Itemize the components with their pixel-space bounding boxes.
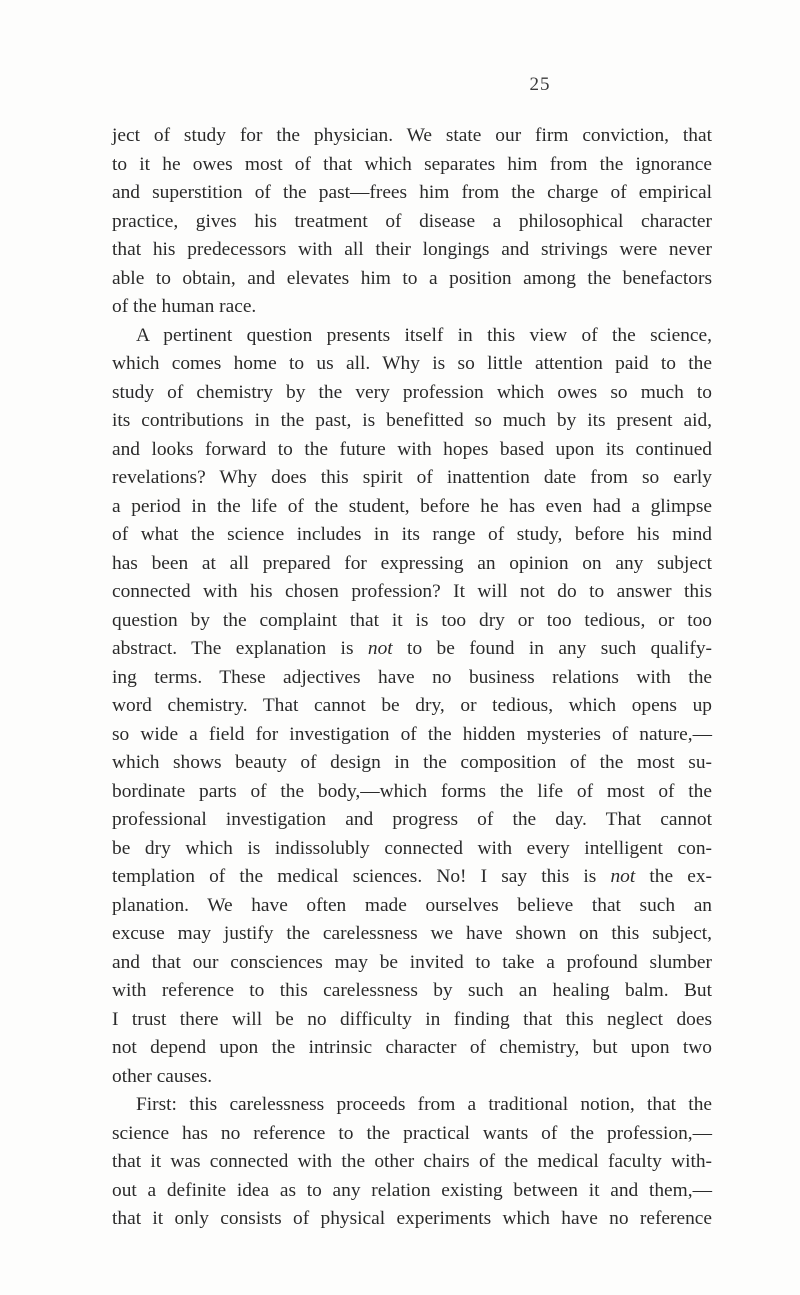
text-line: bordinate parts of the body,—which forms the life of most of the [112, 780, 712, 802]
text-line: science has no reference to the practical wants of the profession,— [112, 1122, 712, 1144]
text-line: and that our consciences may be invited to take a profound slumber [112, 951, 712, 973]
text-line: revelations? Why does this spirit of inattention date from so early [112, 467, 712, 488]
text-line: which comes home to us all. Why is so little attention paid to the [112, 353, 712, 374]
text-line: excuse may justify the carelessness we have shown on this subject, [112, 923, 712, 944]
text-line: so wide a field for investigation of the hidden mysteries of nature,— [112, 723, 712, 745]
text-line: and superstition of the past—frees him from the charge of empirical [112, 182, 712, 203]
text-line: I trust there will be no difficulty in finding that this neglect does [112, 1008, 712, 1030]
body-text [112, 122, 712, 1234]
text-line: planation. We have often made ourselves believe that such an [112, 894, 712, 916]
text-line: word chemistry. That cannot be dry, or tedious, which opens up [112, 695, 712, 716]
text-line: that his predecessors with all their longings and strivings were never [112, 239, 712, 260]
text-line: First: this carelessness proceeds from a traditional notion, that the [136, 1094, 712, 1115]
text-line: of what the science includes in its range of study, before his mind [112, 524, 712, 545]
text-line: ject of study for the physician. We state our firm conviction, that [112, 125, 712, 146]
emphasis: not [610, 866, 636, 887]
text-line: and looks forward to the future with hopes based upon its continued [112, 438, 712, 460]
text-line: connected with his chosen profession? It will not do to answer this [112, 581, 712, 602]
text-line: that it only consists of physical experiments which have no reference [112, 1208, 712, 1229]
text-line: has been at all prepared for expressing an opinion on any subject [112, 552, 712, 574]
text-line: its contributions in the past, is benefitted so much by its present aid, [112, 410, 712, 431]
text-line: professional investigation and progress of the day. That cannot [112, 809, 712, 830]
text-line: out a definite idea as to any relation existing between it and them,— [112, 1179, 712, 1201]
text-line: with reference to this carelessness by such an healing balm. But [112, 980, 712, 1001]
text-line: which shows beauty of design in the composition of the most su- [112, 752, 712, 773]
text-line: of the human race. [112, 296, 257, 317]
text-line: not depend upon the intrinsic character of chemistry, but upon two [112, 1037, 712, 1058]
text-line: practice, gives his treatment of disease a philosophical character [112, 210, 712, 232]
text-line: to it he owes most of that which separates him from the ignorance [112, 153, 712, 175]
text-line: a period in the life of the student, before he has even had a glimpse [112, 495, 712, 517]
text-line: be dry which is indissolubly connected with every intelligent con- [112, 837, 712, 859]
text-line: that it was connected with the other chairs of the medical faculty with- [112, 1151, 712, 1172]
text-line: able to obtain, and elevates him to a position among the benefactors [112, 267, 712, 289]
text-line: ing terms. These adjectives have no business relations with the [112, 666, 712, 688]
text-line: question by the complaint that it is too dry or too tedious, or too [112, 609, 712, 631]
emphasis: not [367, 638, 393, 659]
text-line: abstract. The explanation is not to be found in any such qualify- [112, 638, 713, 659]
page-number: 25 [529, 74, 551, 95]
text-line: templation of the medical sciences. No! I say this is not the ex- [112, 866, 712, 887]
text-line: other causes. [112, 1065, 213, 1087]
text-line: study of chemistry by the very profession which owes so much to [112, 381, 712, 403]
text-line: A pertinent question presents itself in this view of the science, [136, 324, 712, 346]
